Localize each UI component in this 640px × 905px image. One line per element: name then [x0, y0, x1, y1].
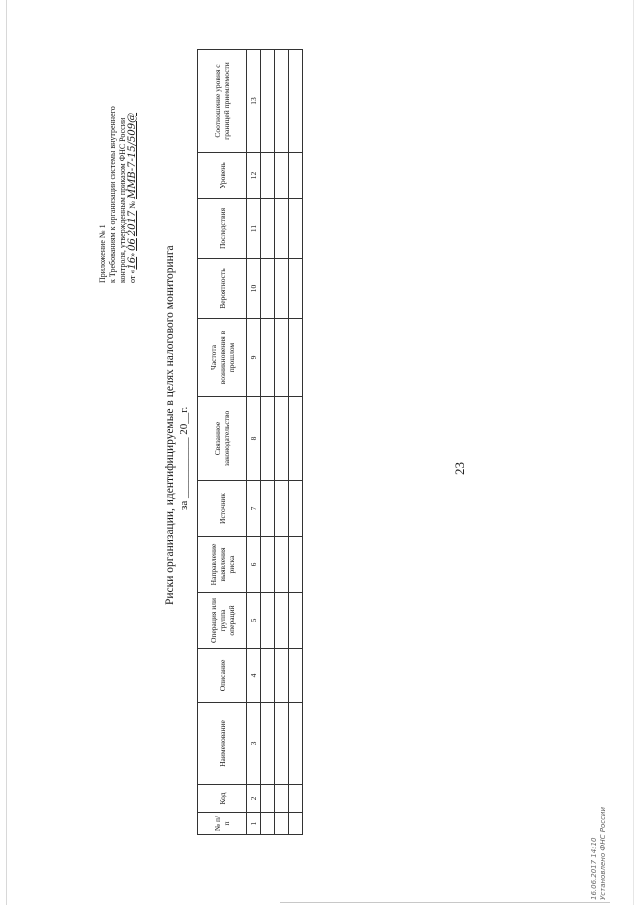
appendix-date-line [128, 43, 138, 283]
empty-cell [261, 199, 275, 259]
empty-cell [261, 481, 275, 537]
column-number: 6 [247, 537, 261, 593]
period-line: за ___________ 20__г. [178, 406, 190, 510]
column-number-row [247, 50, 261, 835]
number-prefix: № [128, 199, 137, 211]
empty-cell [261, 50, 275, 153]
col-header: Источник [198, 481, 247, 537]
col-header: № п/п [198, 813, 247, 835]
col-header: Связанное законодательство [198, 397, 247, 481]
empty-cell [289, 593, 303, 649]
column-number: 11 [247, 199, 261, 259]
page-number: 23 [452, 462, 467, 475]
table-row [289, 50, 303, 835]
order-number: ММВ-7-15/509@ [127, 112, 138, 200]
column-number: 4 [247, 649, 261, 703]
document-title: Риски организации, идентифицируемые в целях налогового мониторинга [164, 245, 176, 605]
col-header: Соотношение уровня с границей приемлемости [198, 50, 247, 153]
date-day: 16 [127, 256, 138, 270]
col-header: Описание [198, 649, 247, 703]
column-number: 1 [247, 813, 261, 835]
col-header: Операция или группа операций [198, 593, 247, 649]
empty-cell [261, 153, 275, 199]
risk-table [197, 49, 303, 835]
appendix-block [98, 43, 138, 283]
empty-cell [275, 593, 289, 649]
col-header: Последствия [198, 199, 247, 259]
empty-cell [275, 259, 289, 319]
column-number: 10 [247, 259, 261, 319]
column-number: 13 [247, 50, 261, 153]
column-number: 2 [247, 785, 261, 813]
empty-cell [261, 813, 275, 835]
empty-cell [275, 199, 289, 259]
empty-cell [289, 259, 303, 319]
col-header: Вероятность [198, 259, 247, 319]
empty-cell [289, 813, 303, 835]
empty-cell [275, 813, 289, 835]
date-month: 06 [127, 238, 138, 251]
empty-cell [275, 50, 289, 153]
col-header: Код [198, 785, 247, 813]
column-number: 12 [247, 153, 261, 199]
empty-cell [289, 649, 303, 703]
col-header: Уровень [198, 153, 247, 199]
empty-cell [261, 319, 275, 397]
empty-cell [289, 537, 303, 593]
empty-cell [275, 537, 289, 593]
empty-cell [261, 649, 275, 703]
col-header: Частота возникновения в прошлом [198, 319, 247, 397]
empty-cell [289, 703, 303, 785]
empty-cell [275, 319, 289, 397]
empty-cell [275, 481, 289, 537]
table-row [261, 50, 275, 835]
table-header-row [198, 50, 247, 835]
date-mid: » [128, 250, 137, 257]
empty-cell [275, 785, 289, 813]
appendix-line-2: к Требованиям к организации системы внутреннего [108, 106, 117, 283]
empty-cell [275, 153, 289, 199]
empty-cell [261, 537, 275, 593]
empty-cell [289, 153, 303, 199]
stamp-line-2: Установлено ФНС России [599, 806, 607, 900]
date-prefix: от « [128, 269, 137, 283]
empty-cell [289, 397, 303, 481]
empty-cell [289, 319, 303, 397]
stamp-line-1: 16.06.2017 14:10 [590, 837, 598, 900]
empty-cell [261, 259, 275, 319]
empty-cell [275, 397, 289, 481]
registration-stamp [590, 807, 608, 900]
empty-cell [261, 785, 275, 813]
column-number: 7 [247, 481, 261, 537]
empty-cell [261, 703, 275, 785]
table-row [275, 50, 289, 835]
empty-cell [289, 481, 303, 537]
date-year: 2017 [127, 210, 138, 237]
empty-cell [275, 649, 289, 703]
empty-cell [289, 199, 303, 259]
appendix-line-3: контроля, утвержденным приказом ФНС России [118, 117, 127, 283]
column-number: 3 [247, 703, 261, 785]
appendix-line-1: Приложение № 1 [98, 224, 107, 283]
empty-cell [289, 50, 303, 153]
col-header: Направление выявления риска [198, 537, 247, 593]
col-header: Наименование [198, 703, 247, 785]
empty-cell [261, 397, 275, 481]
column-number: 9 [247, 319, 261, 397]
empty-cell [275, 703, 289, 785]
column-number: 5 [247, 593, 261, 649]
empty-cell [289, 785, 303, 813]
column-number: 8 [247, 397, 261, 481]
empty-cell [261, 593, 275, 649]
